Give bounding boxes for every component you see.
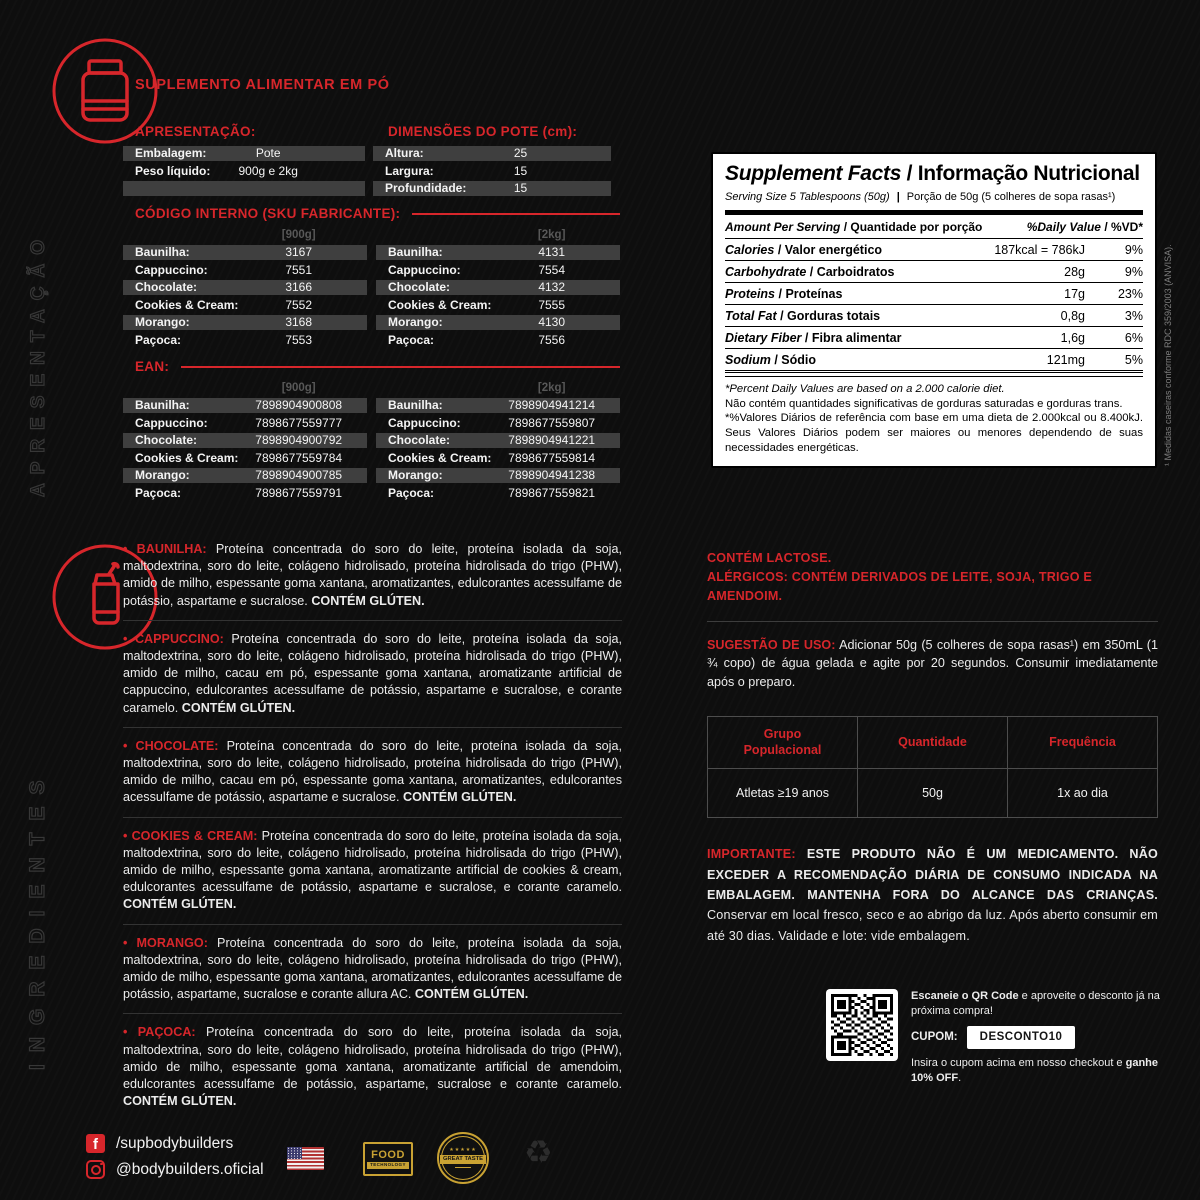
col-quantidade: Quantidade (858, 716, 1008, 769)
qr-coupon-section (826, 989, 1162, 1087)
row-label: Altura: (385, 146, 424, 160)
dosage-table (707, 716, 1158, 819)
sep: / (840, 220, 851, 235)
allergen-warning: ALÉRGICOS: CONTÉM DERIVADOS DE LEITE, SOJA, TRIGO E AMENDOIM. (707, 569, 1093, 603)
nutrient-value: 187kcal = 786kJ (994, 243, 1085, 258)
household-measure-note: ¹ Medidas caseiras conforme RDC 359/2003 (ANVISA). (1163, 244, 1173, 466)
nutrient-row (725, 283, 1143, 305)
facts-title-sep: / (901, 162, 918, 185)
flavor-label: Chocolate: (135, 280, 198, 294)
size-label-900g: [900g] (281, 229, 316, 241)
serving-pt: Porção de 50g (5 colheres de sopa rasas¹) (906, 191, 1116, 204)
table-row (376, 433, 620, 448)
table-row (376, 263, 620, 278)
flavor-label: Morango: (135, 468, 190, 482)
facebook-handle: /supbodybuilders (116, 1134, 234, 1152)
table-row (123, 416, 367, 431)
facts-title (725, 162, 1143, 186)
table-row (376, 333, 620, 348)
usage-instructions (707, 636, 1158, 692)
ingredient-paragraph (123, 828, 622, 914)
qr-lead-rest: e aproveite o desconto já na próxima compra! (911, 990, 1160, 1018)
instagram-icon (86, 1160, 105, 1179)
ingredient-body: Proteína concentrada do soro do leite, proteína isolada da soja, maltodextrina, soro do leite, colágeno hidrolisado, proteína hidrolisada do trigo (PHW), amido de milho, espessante goma xantana, aromatizante artificial de cookies & cream, edulcorantes acessulfame de potássio, aspartame e sucralose, e corante caramelo. (123, 828, 622, 895)
flavor-label: Morango: (388, 468, 443, 482)
ingredient-paragraph (123, 631, 622, 717)
table-row (373, 146, 611, 161)
flavor-label: Chocolate: (388, 433, 451, 447)
ean-value: 7898677559814 (508, 450, 596, 465)
ingredient-paragraph (123, 738, 622, 807)
table-row (123, 486, 367, 501)
gluten-note: CONTÉM GLÚTEN. (311, 593, 425, 608)
ean-value: 7898677559777 (255, 415, 343, 430)
page-title: SUPLEMENTO ALIMENTAR EM PÓ (135, 77, 390, 93)
nutrient-en: Total Fat (725, 309, 777, 324)
sku-section (123, 206, 620, 350)
dv-en: %Daily Value (1026, 220, 1101, 235)
facebook-icon: f (86, 1134, 105, 1153)
nutrient-row (725, 349, 1143, 371)
footnote-pt-2: *%Valores Diários de referência com base em uma dieta de 2.000kcal ou 8.400kJ. Seus Valores Diários podem ser maiores ou menores dependendo de suas necessidades energéticas. (725, 412, 1143, 454)
amount-en: Amount Per Serving (725, 220, 841, 235)
row-label: Peso líquido: (135, 163, 211, 178)
sku-value: 7552 (285, 297, 313, 312)
qr-instruction (911, 989, 1162, 1019)
ean-value: 7898677559791 (255, 485, 343, 500)
table-row (376, 486, 620, 501)
sku-value: 7551 (285, 262, 313, 277)
ingredient-body: Proteína concentrada do soro do leite, proteína isolada da soja, maltodextrina, soro do leite, colágeno hidrolisado, proteína hidrolisada do trigo (PHW), amido de milho, espessante goma xantana, aromatizante artificial de amendoim, edulcorantes acessulfame de potássio, aspartame, sucralose e corante caramelo. (123, 1025, 622, 1092)
flavor-lead: • CAPPUCCINO: (123, 631, 224, 646)
nutrient-dv: 6% (1124, 331, 1143, 346)
ean-value: 7898677559821 (508, 485, 596, 500)
important-notice (707, 844, 1158, 946)
badge-dash (455, 1167, 471, 1168)
flavor-lead: • MORANGO: (123, 935, 208, 950)
table-row (123, 181, 365, 196)
row-value: Pote (255, 146, 281, 160)
vertical-label-ingredientes: INGREDIENTES (26, 768, 49, 1070)
table-row (376, 451, 620, 466)
ingredient-body: Proteína concentrada do soro do leite, proteína isolada da soja, maltodextrina, soro do leite, colágeno hidrolisado, proteína hidrolisada do trigo (PHW), amido de milho, cacau em pó, espessante goma xantana, aromatizantes, edulcorantes acessulfame de potássio, aspartame e sucralose. (123, 738, 622, 805)
flavor-label: Baunilha: (388, 398, 443, 412)
sku-table-900g (123, 245, 367, 348)
flavor-label: Cookies & Cream: (388, 450, 492, 465)
flavor-label: Cookies & Cream: (135, 450, 239, 465)
divider (707, 621, 1158, 622)
facts-footnotes (725, 382, 1143, 455)
sku-value: 4131 (538, 245, 566, 259)
qr-lead: Escaneie o QR Code (911, 990, 1019, 1002)
flavor-label: Cappuccino: (135, 415, 208, 430)
footnote-en: *Percent Daily Values are based on a 2.000 calorie diet. (725, 383, 1005, 396)
sku-value: 3166 (285, 280, 313, 294)
nutrient-row (725, 261, 1143, 283)
double-rule (725, 372, 1143, 377)
table-row (123, 398, 367, 413)
ean-value: 7898904941238 (508, 468, 596, 482)
amount-per-serving-row (725, 215, 1143, 239)
lactose-warning: CONTÉM LACTOSE. (707, 551, 832, 565)
table-row (123, 315, 367, 330)
ean-title: EAN: (135, 359, 170, 374)
flavor-label: Cappuccino: (388, 262, 461, 277)
important-body: Conservar em local fresco, seco e ao abrigo da luz. Após aberto consumir em até 30 dias. Validade e lote: vide embalagem. (707, 908, 1158, 943)
table-row (123, 280, 367, 295)
row-value: 15 (513, 163, 528, 178)
badge-taste-label: GREAT TASTE (440, 1155, 486, 1164)
supplement-facts-panel (711, 152, 1157, 468)
serving-size-line (725, 191, 1143, 203)
sku-value: 3168 (285, 315, 313, 329)
sku-title: CÓDIGO INTERNO (SKU FABRICANTE): (135, 206, 401, 221)
food-technology-badge (363, 1142, 413, 1176)
row-value (213, 181, 324, 196)
flavor-label: Paçoca: (388, 485, 435, 500)
social-links (86, 1134, 264, 1179)
ingredient-body: Proteína concentrada do soro do leite, proteína isolada da soja, maltodextrina, soro do leite, colágeno hidrolisado, proteína hidrolisada do trigo (PHW), amido de milho, espessante goma xantana, aromatizantes, edulcorantes acessulfame de potássio, aspartame e sucralose. (123, 542, 622, 608)
divider (181, 366, 620, 368)
table-row (376, 416, 620, 431)
table-row (376, 298, 620, 313)
badge-stars: ★★★★★ (449, 1147, 477, 1154)
badge-food-label: FOOD (371, 1148, 405, 1161)
serving-sep: | (896, 191, 900, 204)
size-label-2kg: [2kg] (537, 229, 566, 241)
divider (123, 817, 622, 818)
flavor-label: Cookies & Cream: (135, 297, 239, 312)
flavor-label: Chocolate: (388, 280, 451, 294)
flavor-label: Morango: (135, 315, 190, 329)
serving-en: Serving Size 5 Tablespoons (50g) (725, 191, 890, 204)
nutrient-dv: 3% (1124, 309, 1143, 324)
recycle-icon: ♻ (524, 1133, 553, 1171)
gluten-note: CONTÉM GLÚTEN. (123, 1094, 237, 1109)
facts-title-en: Supplement Facts (725, 162, 902, 185)
ean-value: 7898677559807 (508, 415, 596, 430)
nutrient-pt: Gorduras totais (787, 309, 881, 324)
sku-value: 4130 (538, 315, 566, 329)
table-row (123, 245, 367, 260)
table-row (376, 468, 620, 483)
ingredient-paragraph (123, 935, 622, 1004)
flavor-lead: • PAÇOCA: (123, 1025, 196, 1040)
flavor-label: Paçoca: (388, 332, 435, 347)
flavor-lead: • COOKIES & CREAM: (123, 828, 258, 843)
dimensions-table (373, 146, 611, 196)
important-lead: IMPORTANTE: (707, 847, 796, 862)
sep: / (774, 243, 785, 258)
qr-code-pattern (831, 994, 893, 1056)
dosage-header-row (708, 716, 1158, 769)
flavor-lead: • CHOCOLATE: (123, 738, 219, 753)
nutrient-en: Calories (725, 243, 775, 258)
ingredients-section (123, 541, 622, 1110)
nutrient-value: 28g (1064, 265, 1085, 280)
dv-pt: / %VD* (1100, 220, 1143, 235)
nutrient-en: Carbohydrate (725, 265, 807, 280)
sku-value: 4132 (538, 280, 566, 294)
coupon-instruction (911, 1056, 1162, 1086)
quantidade-value: 50g (858, 769, 1008, 818)
vertical-label-apresentacao: APRESENTAÇÃO (28, 231, 49, 497)
flavor-label: Baunilha: (135, 398, 190, 412)
table-row (373, 164, 611, 179)
divider (123, 924, 622, 925)
facts-title-pt: Informação Nutricional (917, 162, 1140, 185)
table-row (123, 263, 367, 278)
nutrient-row (725, 327, 1143, 349)
usa-flag-icon (287, 1147, 324, 1170)
col-frequencia: Frequência (1008, 716, 1158, 769)
table-row (123, 164, 365, 179)
important-bold: ESTE PRODUTO NÃO É UM MEDICAMENTO. NÃO EXCEDER A RECOMENDAÇÃO DIÁRIA DE CONSUMO INDICADA NA EMBALAGEM. MANTENHA FORA DO ALCANCE DAS CRIANÇAS. (707, 847, 1158, 903)
coupon-label: CUPOM: (911, 1030, 958, 1043)
ean-value: 7898904900792 (255, 433, 343, 447)
instagram-row (86, 1160, 264, 1179)
ean-value: 7898904900785 (255, 468, 343, 482)
flavor-label: Paçoca: (135, 332, 182, 347)
nutrient-pt: Valor energético (784, 243, 883, 258)
row-label: Embalagem: (135, 146, 207, 160)
nutrient-pt: Proteínas (785, 287, 843, 302)
nutrient-en: Sodium (725, 353, 771, 368)
divider (123, 620, 622, 621)
coupon-text: Insira o cupom acima em nosso checkout e (911, 1057, 1126, 1070)
ean-table-900g (123, 398, 367, 501)
sep: / (770, 353, 782, 368)
sku-value: 7556 (538, 332, 566, 347)
flavor-label: Baunilha: (135, 245, 190, 259)
dosage-data-row (708, 769, 1158, 818)
dimensions-title: DIMENSÕES DO POTE (cm): (388, 124, 578, 139)
flavor-label: Morango: (388, 315, 443, 329)
nutrient-en: Proteins (725, 287, 776, 302)
table-row (123, 451, 367, 466)
flavor-label: Cappuccino: (135, 262, 208, 277)
coupon-code: DESCONTO10 (967, 1026, 1076, 1049)
sep: / (775, 287, 786, 302)
sku-value: 7554 (538, 262, 566, 277)
usage-body: Adicionar 50g (5 colheres de sopa rasas¹) em 350mL (1 ¾ copo) de água gelada e agite por 20 segundos. Consumir imediatamente após o preparo. (707, 637, 1158, 689)
nutrient-pt: Fibra alimentar (811, 331, 902, 346)
sku-value: 7553 (285, 332, 313, 347)
table-row (123, 468, 367, 483)
facebook-row (86, 1134, 264, 1153)
table-row (376, 315, 620, 330)
sku-value: 7555 (538, 297, 566, 312)
nutrient-dv: 9% (1124, 265, 1143, 280)
badge-food-sublabel: TECHNOLOGY (367, 1162, 409, 1169)
nutrient-pt: Carboidratos (816, 265, 895, 280)
gluten-note: CONTÉM GLÚTEN. (181, 700, 296, 715)
sku-table-2kg (376, 245, 620, 348)
divider (123, 1013, 622, 1014)
nutrient-value: 1,6g (1060, 331, 1085, 346)
great-taste-badge (437, 1132, 489, 1184)
nutrient-row (725, 305, 1143, 327)
coupon-text-end: . (958, 1072, 962, 1085)
row-value: 900g e 2kg (238, 163, 298, 178)
row-value: 25 (513, 146, 528, 160)
qr-code (826, 989, 898, 1061)
ean-value: 7898677559784 (255, 450, 343, 465)
flavor-label: Chocolate: (135, 433, 198, 447)
row-value: 15 (513, 181, 528, 195)
ingredient-paragraph (123, 541, 622, 610)
row-label (123, 181, 213, 196)
table-row (376, 398, 620, 413)
nutrient-value: 0,8g (1060, 309, 1085, 324)
ingredient-paragraph (123, 1024, 622, 1110)
amount-pt: Quantidade por porção (850, 220, 983, 235)
usage-lead: SUGESTÃO DE USO: (707, 637, 836, 652)
size-label-900g: [900g] (281, 382, 316, 394)
flavor-label: Paçoca: (135, 485, 182, 500)
nutrient-dv: 9% (1124, 243, 1143, 258)
usage-section (707, 549, 1158, 959)
table-row (373, 181, 611, 196)
gluten-note: CONTÉM GLÚTEN. (123, 897, 237, 912)
nutrient-pt: Sódio (781, 353, 816, 368)
nutrient-en: Dietary Fiber (725, 331, 802, 346)
nutrient-dv: 5% (1124, 353, 1143, 368)
divider (123, 727, 622, 728)
table-row (123, 298, 367, 313)
presentation-title: APRESENTAÇÃO: (135, 124, 256, 139)
flavor-label: Cappuccino: (388, 415, 461, 430)
ean-value: 7898904941221 (508, 433, 596, 447)
coupon-discount: ganhe 10% OFF (911, 1057, 1159, 1085)
frequencia-value: 1x ao dia (1008, 769, 1158, 818)
coupon-row (911, 1026, 1162, 1049)
table-row (376, 280, 620, 295)
flavor-label: Baunilha: (388, 245, 443, 259)
table-row (123, 433, 367, 448)
ean-value: 7898904941214 (508, 398, 596, 412)
footnote-pt-1: Não contém quantidades significativas de gorduras saturadas e gorduras trans. (725, 397, 1123, 410)
presentation-table (123, 146, 365, 196)
sep: / (801, 331, 812, 346)
row-label: Largura: (385, 163, 434, 178)
row-label: Profundidade: (385, 181, 467, 195)
nutrient-dv: 23% (1117, 287, 1143, 302)
grupo-value: Atletas ≥19 anos (708, 769, 858, 818)
table-row (123, 333, 367, 348)
ean-table-2kg (376, 398, 620, 501)
flavor-label: Cookies & Cream: (388, 297, 492, 312)
presentation-section (123, 124, 611, 199)
sku-value: 3167 (285, 245, 313, 259)
ean-section (123, 359, 620, 503)
gluten-note: CONTÉM GLÚTEN. (403, 790, 517, 805)
ean-value: 7898904900808 (255, 398, 343, 412)
divider (412, 213, 620, 215)
nutrient-value: 17g (1064, 287, 1085, 302)
table-row (123, 146, 365, 161)
table-row (376, 245, 620, 260)
size-label-2kg: [2kg] (537, 382, 566, 394)
nutrient-value: 121mg (1046, 353, 1085, 368)
sep: / (806, 265, 817, 280)
ingredient-body: Proteína concentrada do soro do leite, proteína isolada da soja, maltodextrina, soro do leite, colágeno hidrolisado, proteína hidrolisada do trigo (PHW), amido de milho, cacau em pó, espessante goma xantana, aromatizante artificial de cappuccino, edulcorantes acessulfame de potássio, aspartame e sucralose, e corante caramelo. (123, 631, 622, 715)
flavor-lead: • BAUNILHA: (123, 542, 207, 556)
col-grupo: Grupo Populacional (708, 716, 858, 769)
nutrient-row (725, 239, 1143, 261)
instagram-handle: @bodybuilders.oficial (116, 1160, 264, 1178)
ingredient-body: Proteína concentrada do soro do leite, proteína isolada da soja, maltodextrina, soro do leite, colágeno hidrolisado, proteína hidrolisada do trigo (PHW), amido de milho, espessante goma xantana, aromatizantes, edulcorantes acessulfame de potássio, aspartame, sucralose e corante allura AC. (123, 935, 623, 1002)
sep: / (776, 309, 788, 324)
gluten-note: CONTÉM GLÚTEN. (414, 987, 529, 1002)
